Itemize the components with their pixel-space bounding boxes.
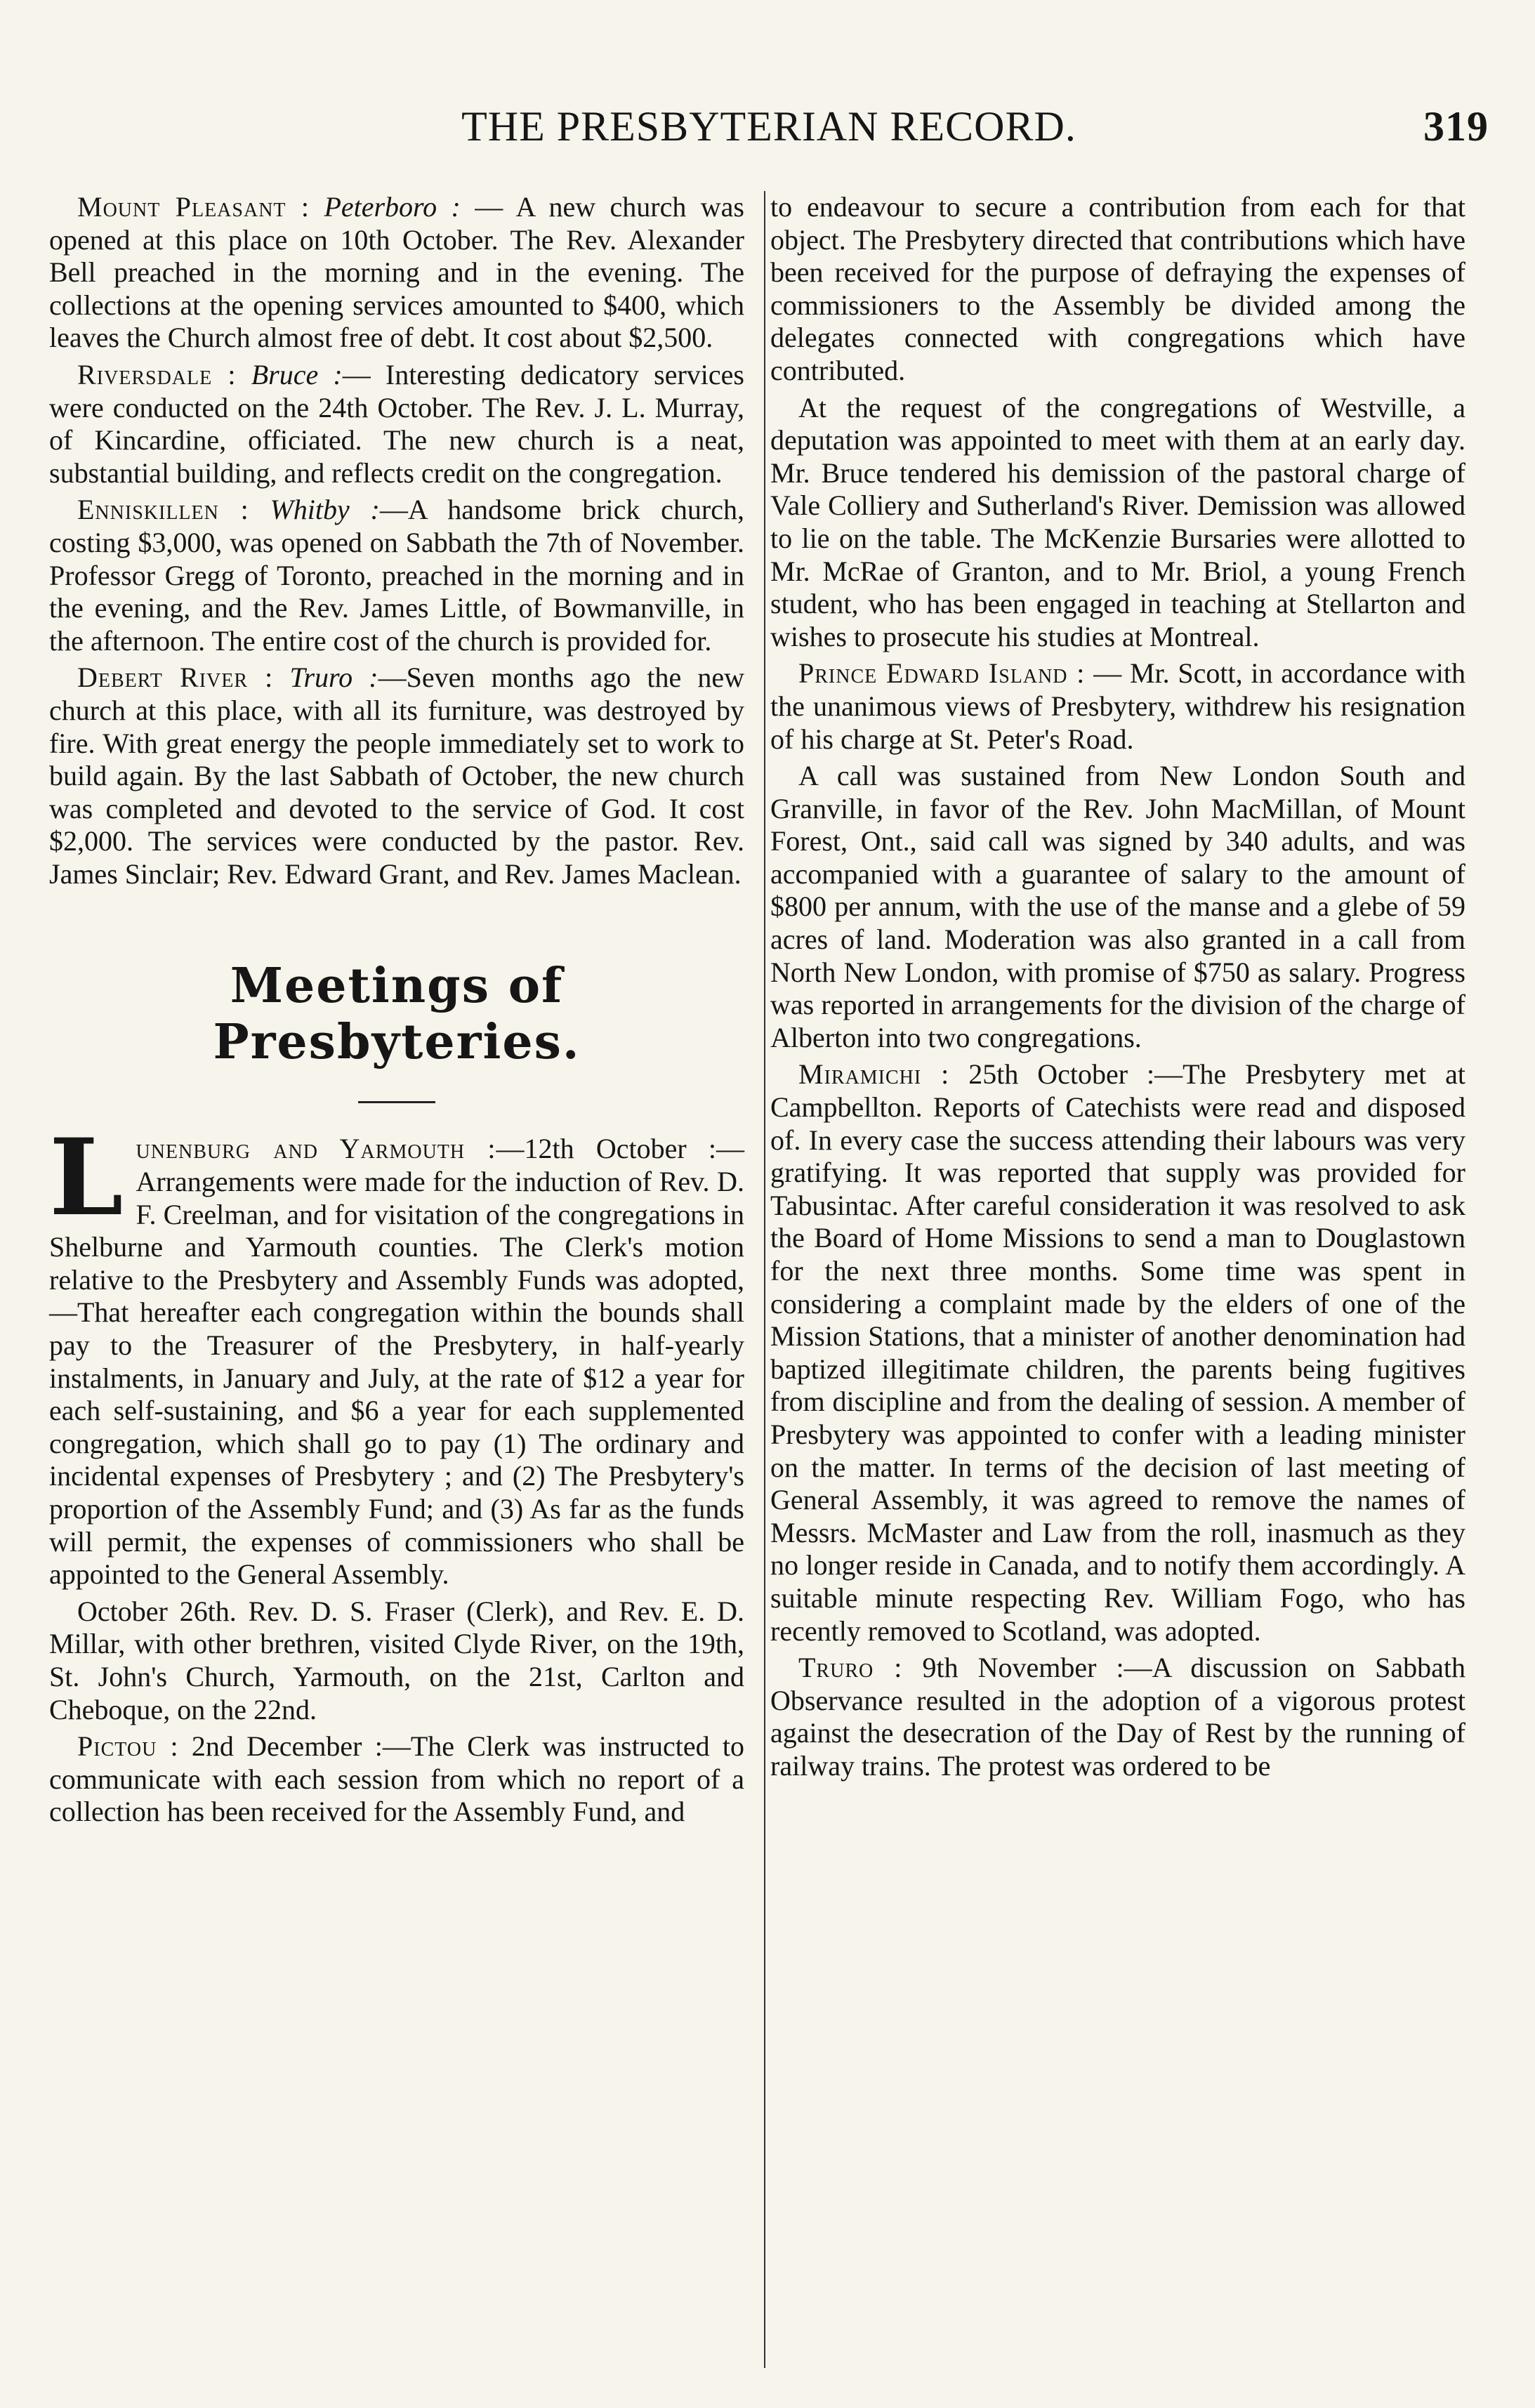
place-name: Debert River : [77,662,274,694]
paragraph-continuation: to endeavour to secure a contribution from each for that object. The Presbytery directed that contributions which have been received for the purpose of defraying the expenses of commissioners to the Assembly be divided among the delegates connected with congregations which have contributed. [770,191,1465,386]
paragraph-westville: At the request of the congregations of Westville, a deputation was appointed to meet with them at an early day. Mr. Bruce tendered his demission of the pastoral charge of Vale Colliery and Sutherland's River. Demission was allowed to lie on the table. The McKenzie Bursaries were allotted to Mr. McRae of Granton, and to Mr. Briol, a young French student, who has been engaged in teaching at Stellarton and wishes to prosecute his studies at Montreal. [770,391,1465,652]
right-column [770,191,1465,1787]
page-header [49,91,1489,162]
page-number: 319 [1423,103,1489,150]
place-name: Mount Pleasant : [77,191,310,223]
paragraph-prince-edward-island [770,657,1465,756]
paragraph-text: — A new church was opened at this place on 10th October. The Rev. Alexander Bell preached in the morning and in the evening. The collections at the opening services amounted to $400, which leaves the Church almost free of debt. It cost about $2,500. [49,191,744,354]
place-name: Prince Edward Island : [798,657,1086,690]
paragraph-text: 9th November :—A discussion on Sabbath Observance resulted in the adoption of a vigorous protest against the desecration of the Day of Rest by the running of railway trains. The protest was ordered to be [770,1652,1466,1782]
place-name: unenburg and Yarmouth : [136,1133,496,1165]
paragraph-october-26: October 26th. Rev. D. S. Fraser (Clerk), and Rev. E. D. Millar, with other brethren, visited Clyde River, on the 19th, St. John's Church, Yarmouth, on the 21st, Carlton and Cheboque, on the 22nd. [49,1595,744,1725]
place-name: Pictou : [77,1730,179,1763]
paragraph-text: — Interesting dedicatory services were conducted on the 24th October. The Rev. J. L. Murray, of Kincardine, officiated. The new church is a neat, substantial building, and reflects credit on the congregation. [49,358,744,489]
paragraph-new-london-call: A call was sustained from New London South and Granville, in favor of the Rev. John MacMillan, of Mount Forest, Ont., said call was signed by 340 adults, and was accompanied with a guarantee of salary to the amount of $800 per annum, with the use of the manse and a glebe of 59 acres of land. Moderation was also granted in a call from North New London, with promise of $750 as salary. Progress was reported in arrangements for the division of the charge of Alberton into two congregations. [770,760,1465,1053]
paragraph-text: 2nd December :—The Clerk was instructed to communicate with each session from which no report of a collection has been received for the Assembly Fund, and [49,1730,744,1828]
presbytery-name: Whitby : [270,494,380,526]
paragraph-text: — Mr. Scott, in accordance with the unanimous views of Presbytery, withdrew his resignation of his charge at St. Peter's Road. [770,657,1465,755]
presbytery-name: Bruce : [251,358,343,390]
paragraph-miramichi [770,1058,1465,1647]
paragraph-debert-river [49,662,744,890]
paragraph-riversdale [49,359,744,489]
section-heading: Meetings of Presbyteries. [213,958,581,1071]
paragraph-mount-pleasant [49,191,744,355]
paragraph-text: 25th October :—The Presbytery met at Campbellton. Reports of Catechists were read and disposed of. In every case the success attending their labours was very gratifying. It was reported that supply was provided for Tabusintac. After careful consideration it was resolved to ask the Board of Home Missions to send a man to Douglastown for the next three months. Some time was spent in considering a complaint made by the elders of one of the Mission Stations, that a minister of another denomination had baptized illegitimate children, the parents being fugitives from discipline and from the dealing of session. A member of Presbytery was appointed to confer with a leading minister on the matter. In terms of the decision of last meeting of General Assembly, it was agreed to remove the names of Messrs. McMaster and Law from the roll, inasmuch as they no longer reside in Canada, and to notify them accordingly. A suitable minute respecting Rev. William Fogo, who has recently removed to Scotland, was adopted. [770,1058,1466,1647]
presbytery-name: Peterboro : [324,191,461,223]
section-rule [358,1101,435,1103]
paragraph-text: —12th October :—Arrangements were made for the induction of Rev. D. F. Creelman, and for visitation of the congregations in Shelburne and Yarmouth counties. The Clerk's motion relative to the Presbytery and Assembly Funds was adopted,—That hereafter each congregation within the bounds shall pay to the Treasurer of the Presbytery, in half-yearly instalments, in January and July, at the rate of $12 a year for each self-sustaining, and $6 a year for each supplemented congregation, which shall go to pay (1) The ordinary and incidental expenses of Presbytery ; and (2) The Presbytery's proportion of the Assembly Fund; and (3) As far as the funds will permit, the expenses of commissioners who shall be appointed to the General Assembly. [49,1133,744,1591]
place-name: Truro : [798,1652,903,1684]
paragraph-truro [770,1652,1465,1782]
paragraph-lunenburg-yarmouth [49,1116,744,1591]
left-column [49,191,744,1833]
place-name: Enniskillen : [77,494,249,526]
place-name: Miramichi : [798,1058,950,1091]
paragraph-text: —A handsome brick church, costing $3,000, was opened on Sabbath the 7th of November. Professor Gregg of Toronto, preached in the morning and in the evening, and the Rev. James Little, of Bowmanville, in the afternoon. The entire cost of the church is provided for. [49,494,744,657]
place-name: Riversdale : [77,358,237,390]
paragraph-pictou [49,1730,744,1829]
running-title: THE PRESBYTERIAN RECORD. [461,103,1076,150]
presbytery-name: Truro : [289,662,378,694]
drop-cap: L [49,1116,124,1240]
paragraph-enniskillen [49,494,744,657]
column-divider [764,191,765,2368]
paragraph-text: —Seven months ago the new church at this place, with all its furniture, was destroyed by fire. With great energy the people immediately set to work to build again. By the last Sabbath of October, the new church was completed and devoted to the service of God. It cost $2,000. The services were conducted by the pastor. Rev. James Sinclair; Rev. Edward Grant, and Rev. James Maclean. [49,662,744,890]
